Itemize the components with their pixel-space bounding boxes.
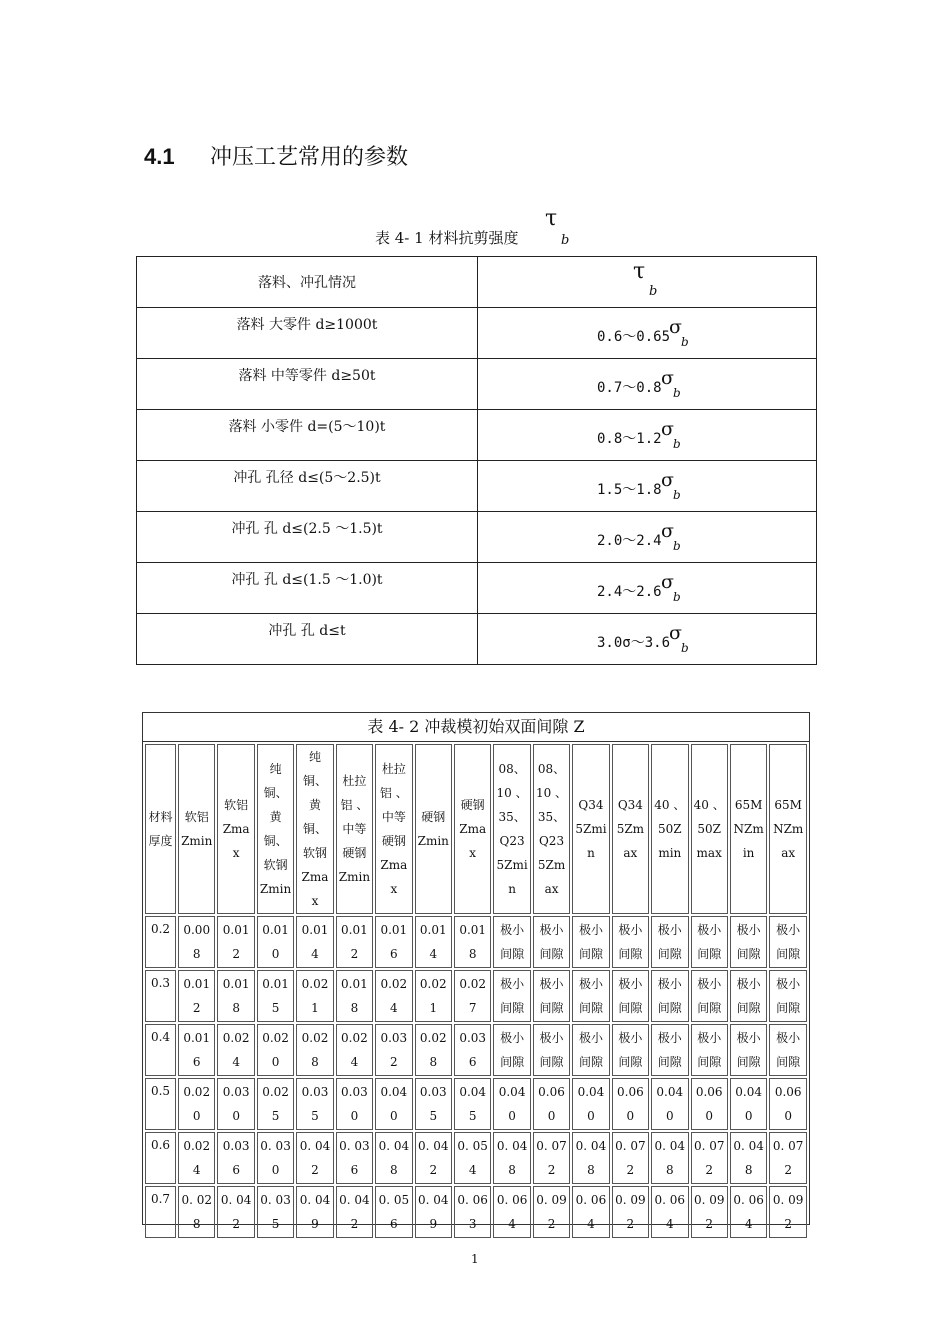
clearance-cell: 0. 092	[769, 1186, 807, 1238]
clearance-cell: 0. 030	[257, 1132, 294, 1184]
clearance-cell: 0. 092	[533, 1186, 570, 1238]
clearance-cell: 0.040	[375, 1078, 412, 1130]
table1-caption	[375, 206, 615, 252]
clearance-cell: 0. 072	[533, 1132, 570, 1184]
clearance-cell: 0.025	[257, 1078, 294, 1130]
column-header: 硬钢Zmax	[454, 744, 491, 914]
clearance-cell: 0. 072	[612, 1132, 649, 1184]
column-header: Q345Zmin	[572, 744, 609, 914]
strength-value: 2.0～2.4	[597, 533, 662, 549]
column-header: 软铝Zmin	[178, 744, 215, 914]
table-row	[137, 614, 817, 665]
strength-cell	[478, 410, 817, 461]
clearance-cell: 极小间隙	[533, 916, 570, 968]
clearance-cell: 0.032	[375, 1024, 412, 1076]
table-row	[145, 1132, 807, 1184]
column-header: Q345Zmax	[612, 744, 649, 914]
page-number: 1	[471, 1252, 479, 1266]
case-cell	[137, 563, 478, 614]
case-cell	[137, 461, 478, 512]
clearance-cell: 0.060	[533, 1078, 570, 1130]
clearance-cell: 0.018	[336, 970, 373, 1022]
clearance-cell: 0. 048	[375, 1132, 412, 1184]
clearance-cell: 0. 048	[572, 1132, 609, 1184]
clearance-cell: 极小间隙	[612, 970, 649, 1022]
clearance-cell: 0.012	[336, 916, 373, 968]
header-tau-cell	[478, 257, 817, 308]
clearance-cell: 极小间隙	[691, 970, 728, 1022]
strength-cell	[478, 512, 817, 563]
thickness-cell: 0.4	[145, 1024, 176, 1076]
sigma-subscript: b	[673, 386, 681, 400]
clearance-cell: 0. 028	[178, 1186, 215, 1238]
tau-symbol: τ	[545, 206, 558, 231]
clearance-cell: 0.024	[336, 1024, 373, 1076]
clearance-cell: 0. 049	[415, 1186, 452, 1238]
column-header: 杜拉铝 、中等硬钢Zmin	[336, 744, 373, 914]
thickness-cell: 0.6	[145, 1132, 176, 1184]
clearance-cell: 0. 048	[493, 1132, 530, 1184]
clearance-cell: 0. 092	[691, 1186, 728, 1238]
clearance-cell: 0.016	[375, 916, 412, 968]
case-cell	[137, 308, 478, 359]
strength-value: 0.7～0.8	[597, 380, 662, 396]
case-text: 冲孔 孔 d≤(2.5 ～1.5)t	[231, 521, 383, 537]
clearance-cell: 极小间隙	[730, 1024, 767, 1076]
clearance-cell: 0.040	[730, 1078, 767, 1130]
clearance-cell: 0.018	[217, 970, 254, 1022]
table-row	[137, 359, 817, 410]
clearance-cell: 极小间隙	[493, 970, 530, 1022]
clearance-cell: 0. 049	[296, 1186, 333, 1238]
clearance-cell: 0.036	[454, 1024, 491, 1076]
clearance-cell: 0. 048	[651, 1132, 688, 1184]
clearance-cell: 极小间隙	[691, 1024, 728, 1076]
strength-value: 1.5～1.8	[597, 482, 662, 498]
clearance-cell: 0.030	[217, 1078, 254, 1130]
sigma-subscript: b	[681, 641, 689, 655]
clearance-cell: 0. 056	[375, 1186, 412, 1238]
column-header: 纯铜、黄铜、软钢Zmin	[257, 744, 294, 914]
clearance-cell: 0. 042	[415, 1132, 452, 1184]
clearance-cell: 0.035	[415, 1078, 452, 1130]
clearance-cell: 极小间隙	[769, 916, 807, 968]
case-text: 落料 中等零件 d≥50t	[238, 368, 376, 384]
clearance-cell: 0. 063	[454, 1186, 491, 1238]
table-row	[137, 512, 817, 563]
sigma-symbol: σ	[661, 520, 674, 542]
table-row	[145, 970, 807, 1022]
sigma-symbol: σ	[661, 418, 674, 440]
clearance-cell: 0.020	[178, 1078, 215, 1130]
thickness-cell: 0.2	[145, 916, 176, 968]
column-header: 纯铜、黄铜、软钢Zmax	[296, 744, 333, 914]
clearance-cell: 极小间隙	[612, 916, 649, 968]
strength-cell	[478, 563, 817, 614]
clearance-cell: 0.021	[296, 970, 333, 1022]
clearance-cell: 0.016	[178, 1024, 215, 1076]
clearance-cell: 0. 064	[730, 1186, 767, 1238]
sigma-subscript: b	[673, 437, 681, 451]
clearance-cell: 0.010	[257, 916, 294, 968]
clearance-cell: 极小间隙	[691, 916, 728, 968]
clearance-cell: 0.027	[454, 970, 491, 1022]
clearance-cell: 0.030	[336, 1078, 373, 1130]
column-header: 40 、50Zmin	[651, 744, 688, 914]
clearance-cell: 0.060	[612, 1078, 649, 1130]
table1-caption-text: 表 4- 1 材料抗剪强度	[375, 229, 519, 247]
clearance-cell: 极小间隙	[769, 1024, 807, 1076]
column-header: 65MNZmin	[730, 744, 767, 914]
thickness-cell: 0.5	[145, 1078, 176, 1130]
clearance-cell: 0. 064	[572, 1186, 609, 1238]
thickness-cell: 0.3	[145, 970, 176, 1022]
clearance-cell: 极小间隙	[572, 970, 609, 1022]
table-row	[137, 563, 817, 614]
clearance-table-frame	[142, 712, 810, 1231]
table-row	[137, 308, 817, 359]
case-cell	[137, 410, 478, 461]
clearance-cell: 0.015	[257, 970, 294, 1022]
strength-cell	[478, 308, 817, 359]
clearance-cell: 0. 092	[612, 1186, 649, 1238]
column-header: 65MNZmax	[769, 744, 807, 914]
sigma-symbol: σ	[661, 367, 674, 389]
sigma-symbol: σ	[669, 316, 682, 338]
tau-subscript: b	[561, 233, 570, 248]
column-header: 08、10 、35、Q235Zmax	[533, 744, 570, 914]
clearance-table	[143, 742, 809, 1240]
clearance-cell: 极小间隙	[730, 916, 767, 968]
sigma-subscript: b	[681, 335, 689, 349]
table-row	[137, 410, 817, 461]
tau-subscript: b	[649, 284, 658, 299]
clearance-cell: 0. 064	[493, 1186, 530, 1238]
clearance-cell: 极小间隙	[651, 916, 688, 968]
header-case-cell: 落料、冲孔情况	[137, 257, 478, 308]
sigma-symbol: σ	[661, 571, 674, 593]
column-header: 40 、50Zmax	[691, 744, 728, 914]
clearance-cell: 极小间隙	[612, 1024, 649, 1076]
strength-cell	[478, 614, 817, 665]
section-number: 4.1	[144, 144, 175, 169]
clearance-cell: 0.040	[651, 1078, 688, 1130]
case-cell	[137, 512, 478, 563]
case-text: 落料 大零件 d≥1000t	[236, 317, 378, 333]
clearance-cell: 0. 048	[730, 1132, 767, 1184]
clearance-cell: 0.024	[217, 1024, 254, 1076]
clearance-cell: 0.060	[691, 1078, 728, 1130]
clearance-cell: 0. 072	[691, 1132, 728, 1184]
case-text: 落料 小零件 d=(5～10)t	[228, 419, 386, 435]
clearance-cell: 极小间隙	[533, 1024, 570, 1076]
clearance-cell: 0.028	[415, 1024, 452, 1076]
table-row	[145, 1078, 807, 1130]
sigma-symbol: σ	[661, 469, 674, 491]
clearance-cell: 极小间隙	[493, 916, 530, 968]
clearance-cell: 极小间隙	[493, 1024, 530, 1076]
clearance-cell: 0.040	[572, 1078, 609, 1130]
clearance-cell: 0.024	[178, 1132, 215, 1184]
clearance-cell: 0.012	[178, 970, 215, 1022]
table-header-row	[145, 744, 807, 914]
clearance-cell: 0.021	[415, 970, 452, 1022]
case-cell	[137, 359, 478, 410]
clearance-cell: 0.012	[217, 916, 254, 968]
clearance-cell: 0.014	[296, 916, 333, 968]
column-header: 08、10 、35、Q235Zmin	[493, 744, 530, 914]
strength-value: 0.8～1.2	[597, 431, 662, 447]
clearance-cell: 0. 054	[454, 1132, 491, 1184]
clearance-cell: 0. 035	[257, 1186, 294, 1238]
clearance-cell: 0. 042	[296, 1132, 333, 1184]
clearance-cell: 0. 036	[336, 1132, 373, 1184]
clearance-cell: 极小间隙	[533, 970, 570, 1022]
strength-cell	[478, 461, 817, 512]
table-row	[145, 1024, 807, 1076]
shear-strength-table	[136, 256, 817, 665]
strength-value: 2.4～2.6	[597, 584, 662, 600]
column-header: 软铝Zmax	[217, 744, 254, 914]
clearance-cell: 0.040	[493, 1078, 530, 1130]
clearance-cell: 0. 072	[769, 1132, 807, 1184]
clearance-cell: 0.020	[257, 1024, 294, 1076]
table-header-row	[137, 257, 817, 308]
strength-value: 3.0σ～3.6	[597, 635, 671, 651]
clearance-cell: 极小间隙	[572, 1024, 609, 1076]
table-row	[137, 461, 817, 512]
case-cell	[137, 614, 478, 665]
clearance-cell: 极小间隙	[769, 970, 807, 1022]
strength-cell	[478, 359, 817, 410]
column-header: 硬钢Zmin	[415, 744, 452, 914]
clearance-cell: 0.014	[415, 916, 452, 968]
thickness-cell: 0.7	[145, 1186, 176, 1238]
table2-caption: 表 4- 2 冲裁模初始双面间隙 Z	[143, 713, 809, 742]
clearance-cell: 0. 042	[336, 1186, 373, 1238]
table-row	[145, 1186, 807, 1238]
clearance-cell: 0. 042	[217, 1186, 254, 1238]
clearance-cell: 极小间隙	[651, 970, 688, 1022]
clearance-cell: 0.060	[769, 1078, 807, 1130]
sigma-subscript: b	[673, 539, 681, 553]
sigma-subscript: b	[673, 488, 681, 502]
table-row	[145, 916, 807, 968]
column-header: 材料厚度	[145, 744, 176, 914]
tau-symbol: τ	[633, 259, 646, 284]
sigma-symbol: σ	[669, 622, 682, 644]
clearance-cell: 0.028	[296, 1024, 333, 1076]
clearance-cell: 极小间隙	[572, 916, 609, 968]
case-text: 冲孔 孔径 d≤(5～2.5)t	[233, 470, 381, 486]
clearance-cell: 0.036	[217, 1132, 254, 1184]
case-text: 冲孔 孔 d≤t	[268, 623, 346, 639]
clearance-cell: 极小间隙	[730, 970, 767, 1022]
clearance-cell: 0.035	[296, 1078, 333, 1130]
clearance-cell: 0.008	[178, 916, 215, 968]
clearance-cell: 0.024	[375, 970, 412, 1022]
clearance-cell: 0.018	[454, 916, 491, 968]
section-heading	[144, 140, 408, 171]
clearance-cell: 0.045	[454, 1078, 491, 1130]
clearance-cell: 极小间隙	[651, 1024, 688, 1076]
section-title: 冲压工艺常用的参数	[210, 145, 409, 170]
case-text: 冲孔 孔 d≤(1.5 ～1.0)t	[231, 572, 383, 588]
column-header: 杜拉铝 、中等硬钢Zmax	[375, 744, 412, 914]
clearance-cell: 0. 064	[651, 1186, 688, 1238]
strength-value: 0.6～0.65	[597, 329, 671, 345]
sigma-subscript: b	[673, 590, 681, 604]
